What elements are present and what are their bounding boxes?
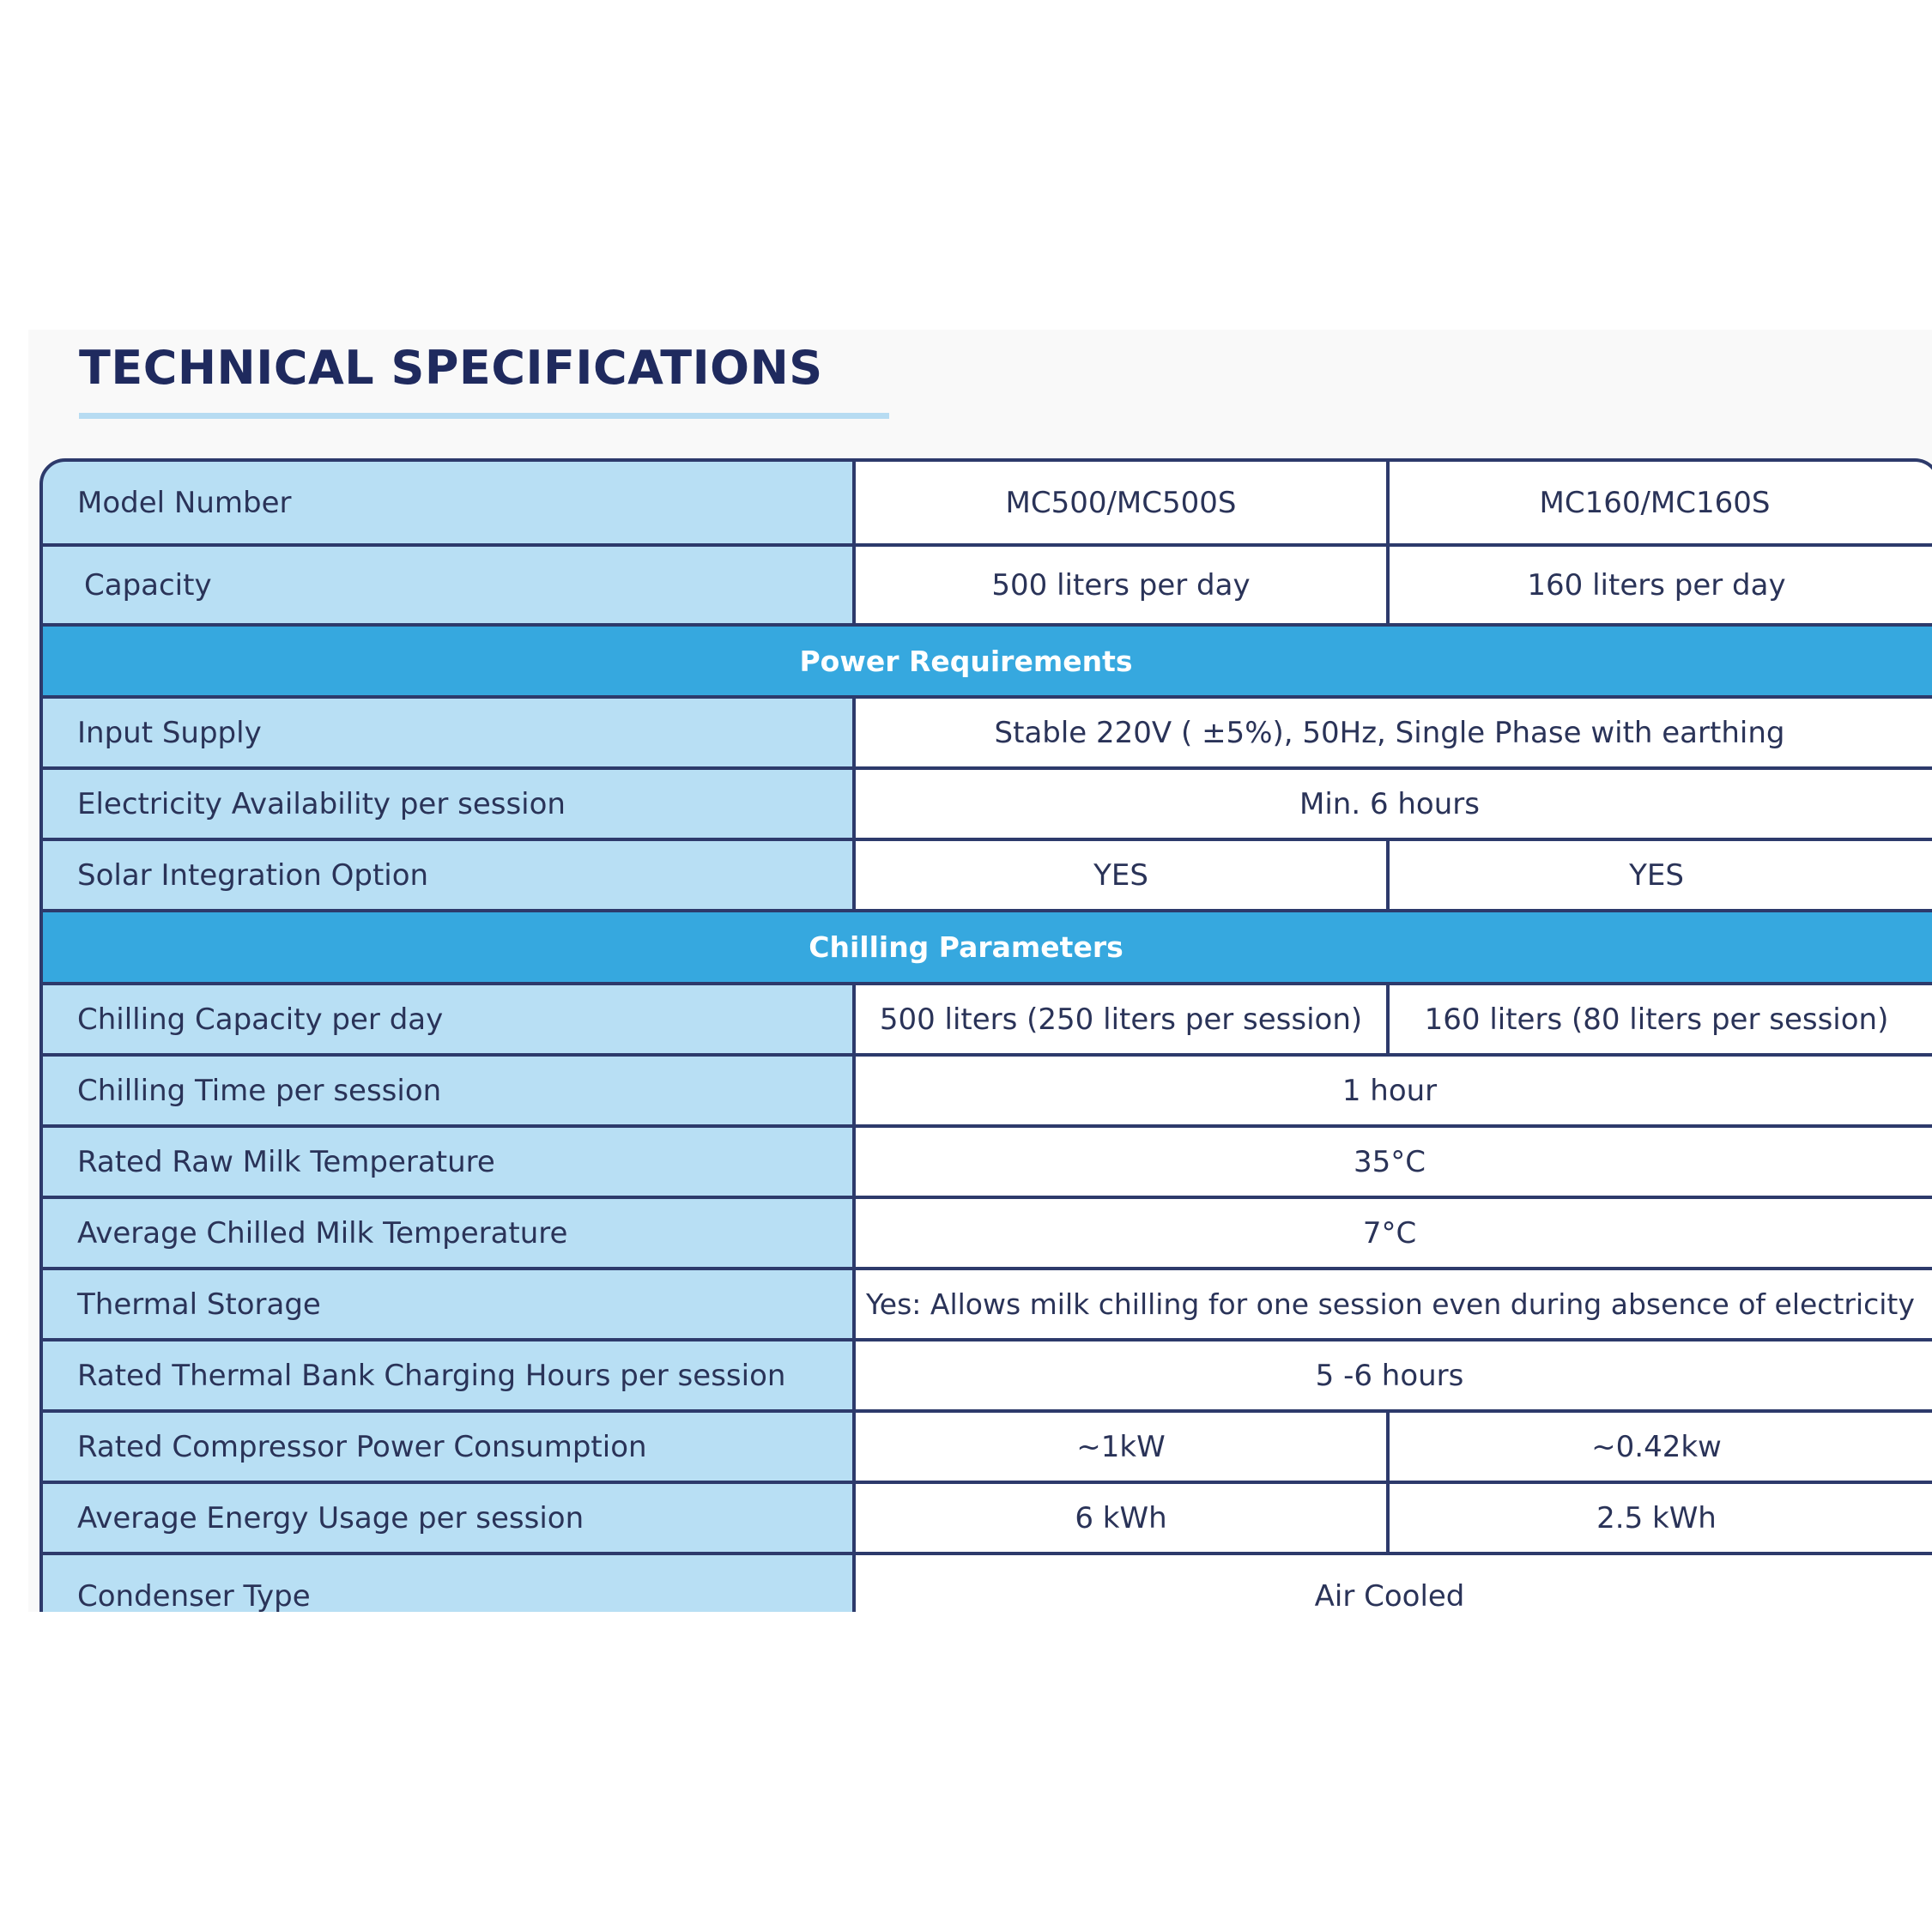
value-mc160: 160 liters per day	[1390, 547, 1932, 627]
title-underline	[79, 413, 889, 419]
row-label: Capacity	[39, 547, 856, 627]
value-mc500: 500 liters per day	[856, 547, 1390, 627]
value-both-models: 7°C	[856, 1199, 1932, 1270]
value-mc500: 6 kWh	[856, 1484, 1390, 1555]
value-mc160: 2.5 kWh	[1390, 1484, 1932, 1555]
spec-table	[39, 458, 1932, 1612]
value-mc160: 160 liters (80 liters per session)	[1390, 985, 1932, 1057]
row-label: Average Chilled Milk Temperature	[39, 1199, 856, 1270]
section-title: Chilling Parameters	[39, 912, 1932, 985]
row-label: Chilling Capacity per day	[39, 985, 856, 1057]
row-label: Electricity Availability per session	[39, 770, 856, 841]
table-row-energy-usage	[39, 1484, 1932, 1555]
value-mc500: YES	[856, 841, 1390, 912]
value-both-models: Stable 220V ( ±5%), 50Hz, Single Phase with earthing	[856, 699, 1932, 770]
value-both-models: 35°C	[856, 1128, 1932, 1199]
section-header-chilling	[39, 912, 1932, 985]
section-title: Power Requirements	[39, 627, 1932, 699]
table-row-charging-hours	[39, 1341, 1932, 1413]
value-mc500: MC500/MC500S	[856, 458, 1390, 547]
row-label: Average Energy Usage per session	[39, 1484, 856, 1555]
row-label: Solar Integration Option	[39, 841, 856, 912]
value-mc500: 500 liters (250 liters per session)	[856, 985, 1390, 1057]
row-label: Input Supply	[39, 699, 856, 770]
section-header-power	[39, 627, 1932, 699]
table-row-input-supply	[39, 699, 1932, 770]
table-row-chilling-time	[39, 1057, 1932, 1128]
value-both-models: Air Cooled	[856, 1555, 1932, 1612]
value-both-models: 5 -6 hours	[856, 1341, 1932, 1413]
row-label: Chilling Time per session	[39, 1057, 856, 1128]
table-row-model-number	[39, 458, 1932, 547]
table-row-thermal-storage	[39, 1270, 1932, 1341]
row-label: Model Number	[39, 458, 856, 547]
row-label: Thermal Storage	[39, 1270, 856, 1341]
table-row-chilled-milk-temperature	[39, 1199, 1932, 1270]
value-mc160: YES	[1390, 841, 1932, 912]
value-mc500: ~1kW	[856, 1413, 1390, 1484]
table-row-electricity-availability	[39, 770, 1932, 841]
row-label: Rated Compressor Power Consumption	[39, 1413, 856, 1484]
value-both-models: Yes: Allows milk chilling for one session even during absence of electricity	[856, 1270, 1932, 1341]
table-row-chilling-capacity	[39, 985, 1932, 1057]
value-both-models: Min. 6 hours	[856, 770, 1932, 841]
table-row-raw-milk-temperature	[39, 1128, 1932, 1199]
value-mc160: MC160/MC160S	[1390, 458, 1932, 547]
value-both-models: 1 hour	[856, 1057, 1932, 1128]
row-label: Rated Thermal Bank Charging Hours per session	[39, 1341, 856, 1413]
value-mc160: ~0.42kw	[1390, 1413, 1932, 1484]
row-label: Rated Raw Milk Temperature	[39, 1128, 856, 1199]
table-row-condenser-type	[39, 1555, 1932, 1612]
row-label: Condenser Type	[39, 1555, 856, 1612]
table-row-capacity	[39, 547, 1932, 627]
page-title: TECHNICAL SPECIFICATIONS	[79, 341, 823, 395]
table-row-compressor-power	[39, 1413, 1932, 1484]
table-row-solar-integration	[39, 841, 1932, 912]
